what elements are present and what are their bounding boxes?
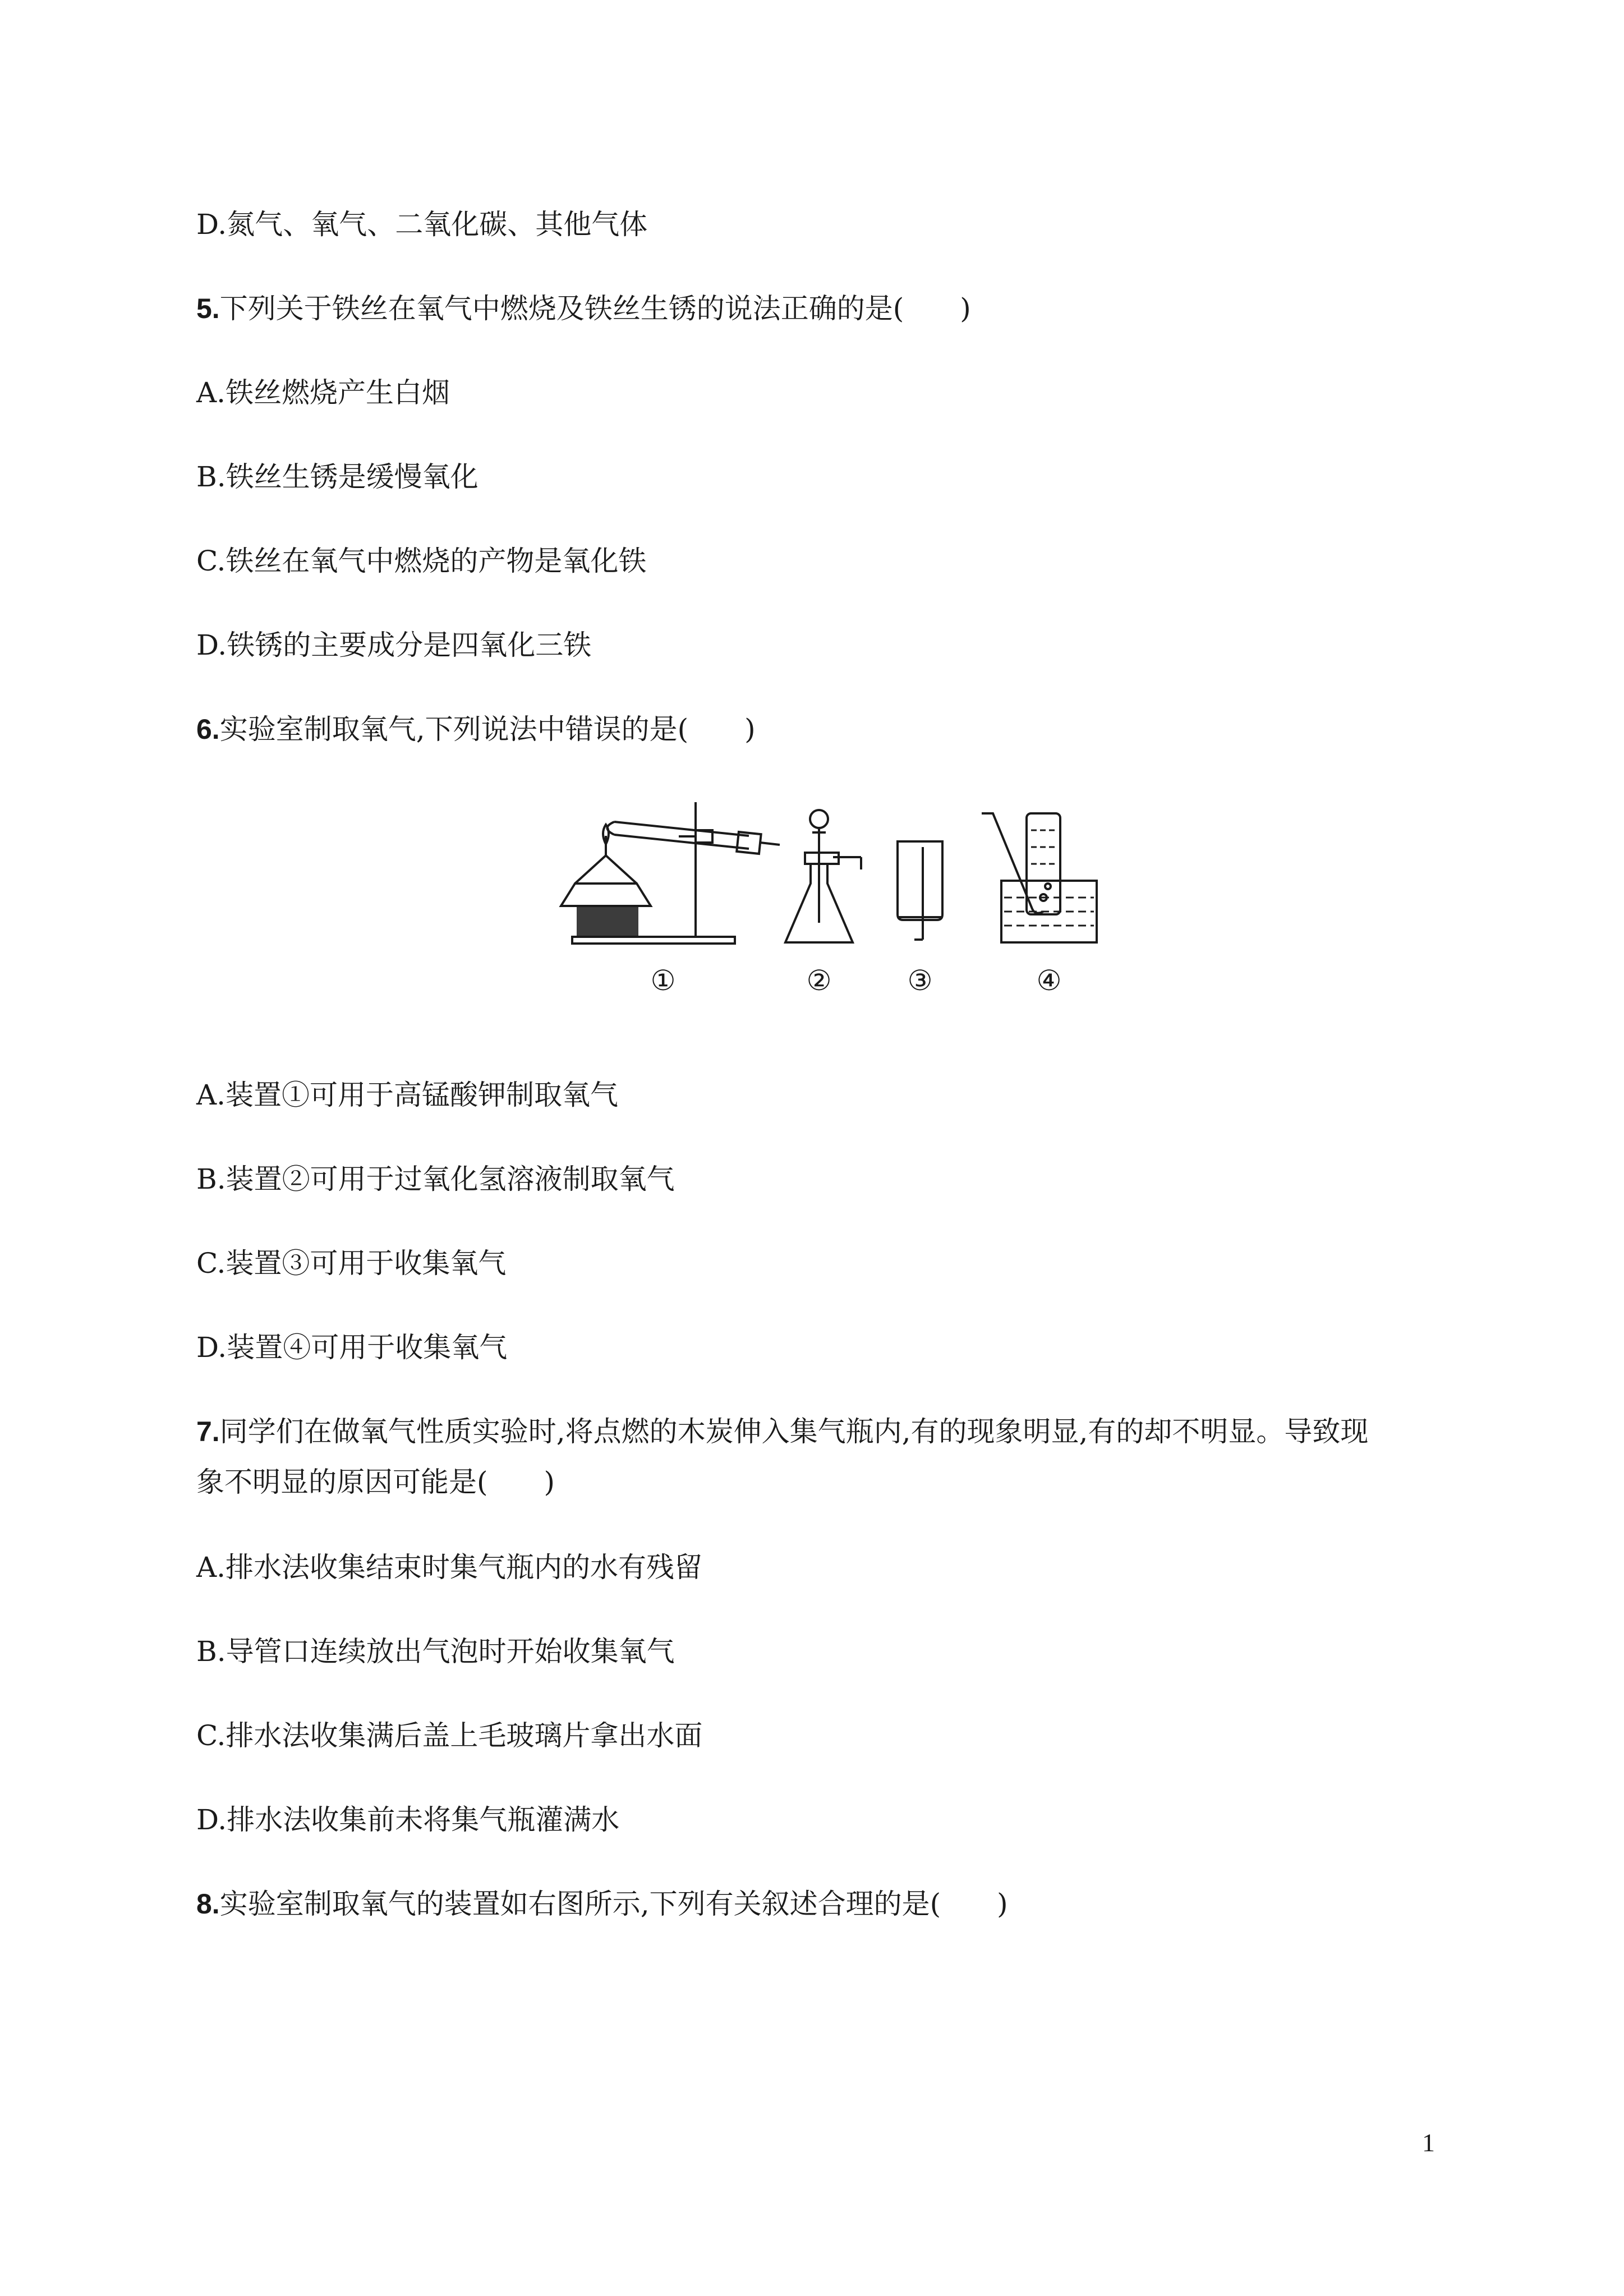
q8-stem-line bbox=[196, 1887, 1008, 1921]
apparatus-1-heating-setup bbox=[561, 802, 780, 944]
q6-stem: 实验室制取氧气,下列说法中错误的是( ) bbox=[219, 713, 756, 746]
q4-option-d: D.氮气、氧气、二氧化碳、其他气体 bbox=[196, 208, 648, 241]
q7-stem-line1 bbox=[196, 1415, 1368, 1448]
apparatus-3-bottle-collection bbox=[898, 841, 942, 940]
q5-option-c: C.铁丝在氧气中燃烧的产物是氧化铁 bbox=[196, 545, 647, 577]
q5-stem-line bbox=[196, 292, 971, 325]
q6-option-d: D.装置④可用于收集氧气 bbox=[196, 1331, 508, 1364]
q5-stem: 下列关于铁丝在氧气中燃烧及铁丝生锈的说法正确的是( ) bbox=[219, 292, 971, 325]
figure-label-4: ④ bbox=[1036, 964, 1062, 997]
q5-number: 5. bbox=[196, 293, 220, 324]
figure-label-3: ③ bbox=[907, 964, 933, 997]
q6-option-b: B.装置②可用于过氧化氢溶液制取氧气 bbox=[196, 1163, 675, 1195]
q7-number: 7. bbox=[196, 1416, 220, 1447]
figure-label-1: ① bbox=[650, 964, 676, 997]
figure-label-2: ② bbox=[806, 964, 832, 997]
q7-option-c: C.排水法收集满后盖上毛玻璃片拿出水面 bbox=[196, 1719, 703, 1752]
apparatus-2-flask-setup bbox=[785, 810, 861, 942]
q5-option-d: D.铁锈的主要成分是四氧化三铁 bbox=[196, 629, 592, 661]
q7-stem-line2: 象不明显的原因可能是( ) bbox=[196, 1466, 555, 1498]
q7-option-d: D.排水法收集前未将集气瓶灌满水 bbox=[196, 1803, 620, 1836]
q7-option-b: B.导管口连续放出气泡时开始收集氧气 bbox=[196, 1635, 675, 1668]
q8-stem: 实验室制取氧气的装置如右图所示,下列有关叙述合理的是( ) bbox=[219, 1888, 1008, 1920]
page-number: 1 bbox=[1422, 2128, 1435, 2157]
q5-option-b: B.铁丝生锈是缓慢氧化 bbox=[196, 461, 479, 493]
q6-number: 6. bbox=[196, 714, 220, 745]
q6-option-c: C.装置③可用于收集氧气 bbox=[196, 1247, 507, 1280]
q6-option-a: A.装置①可用于高锰酸钾制取氧气 bbox=[196, 1079, 619, 1111]
q5-option-a: A.铁丝燃烧产生白烟 bbox=[196, 376, 450, 409]
q6-stem-line bbox=[196, 712, 756, 746]
q7-option-a: A.排水法收集结束时集气瓶内的水有残留 bbox=[196, 1551, 703, 1584]
lab-apparatus-figure bbox=[527, 791, 1111, 1038]
q8-number: 8. bbox=[196, 1888, 220, 1920]
apparatus-4-water-collection bbox=[982, 813, 1097, 942]
q7-stem-1: 同学们在做氧气性质实验时,将点燃的木炭伸入集气瓶内,有的现象明显,有的却不明显。导致现 bbox=[219, 1415, 1369, 1448]
